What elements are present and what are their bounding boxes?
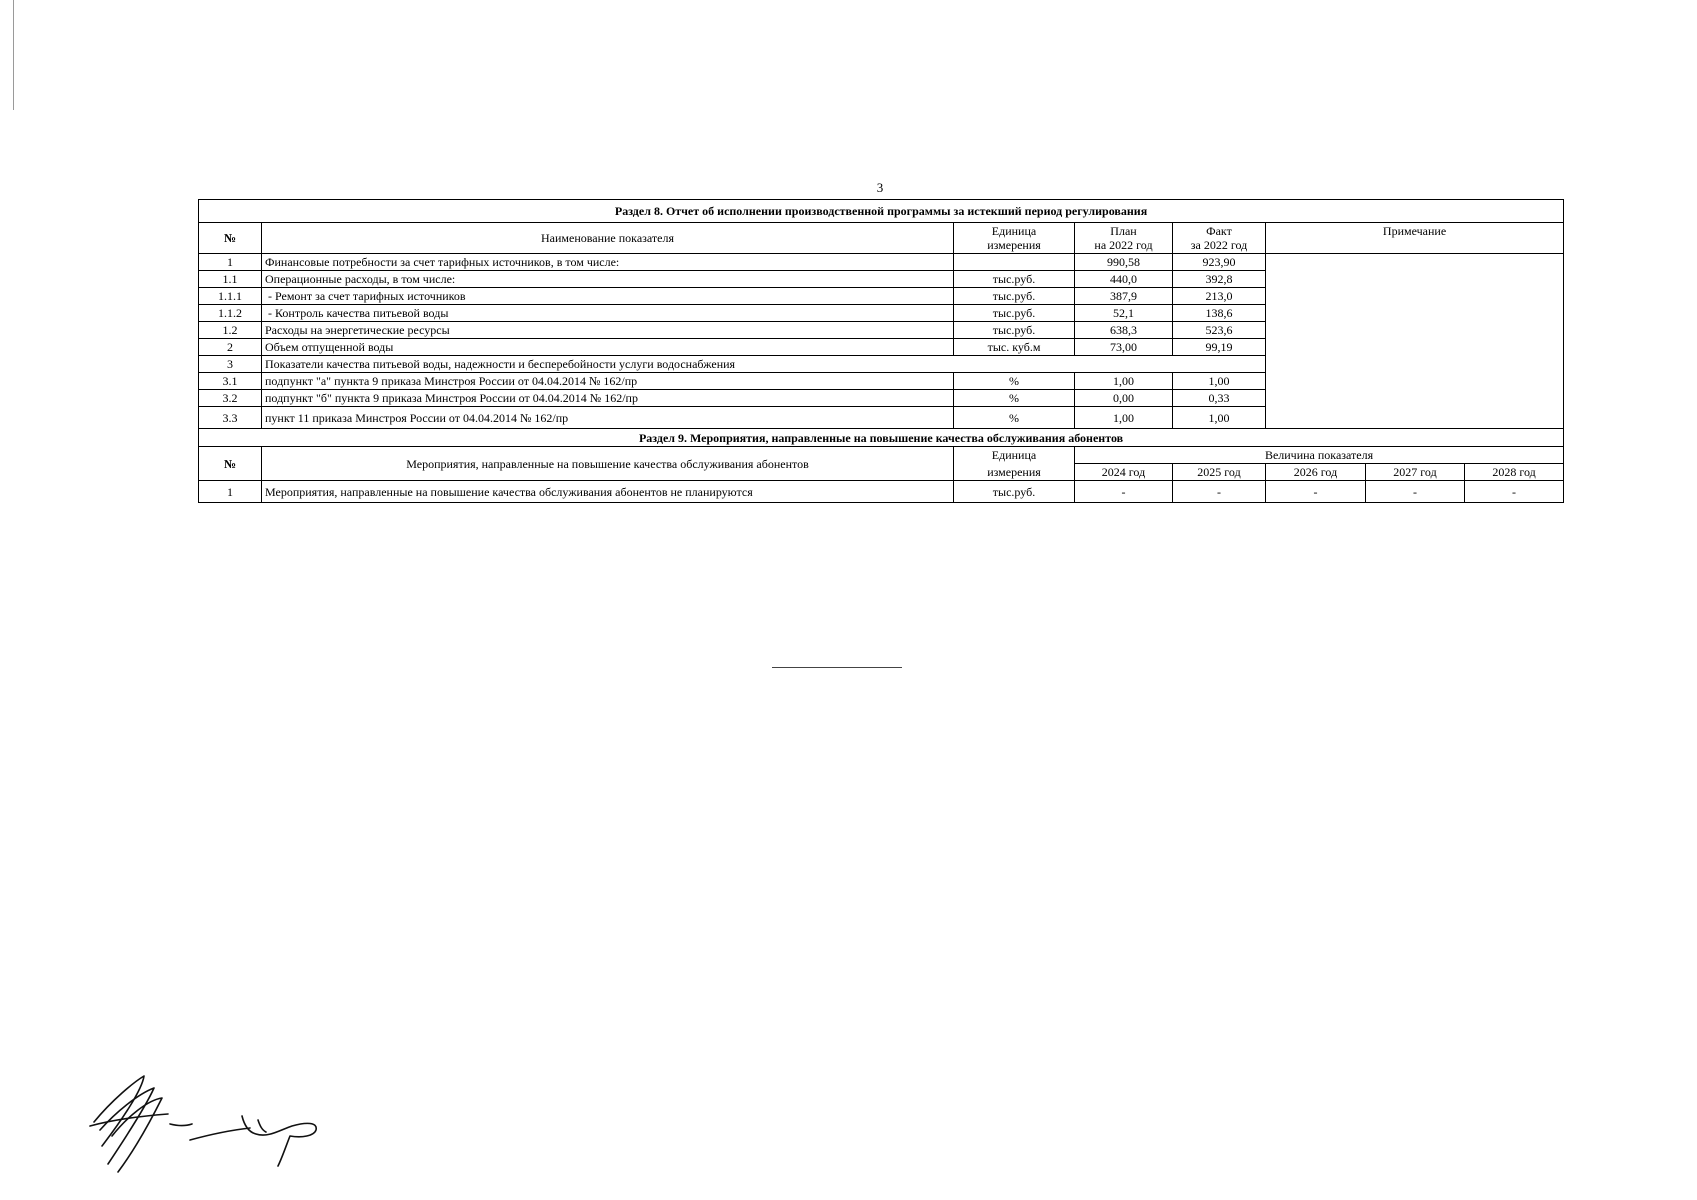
row-name: подпункт "б" пункта 9 приказа Минстроя России от 04.04.2014 № 162/пр — [262, 390, 954, 407]
row-plan: 73,00 — [1075, 339, 1173, 356]
row-no: 1 — [199, 254, 262, 271]
row-name: Мероприятия, направленные на повышение качества обслуживания абонентов не планируются — [262, 481, 954, 503]
table-row — [199, 254, 1564, 271]
row-unit: % — [954, 407, 1075, 429]
row-no: 2 — [199, 339, 262, 356]
row-plan: 387,9 — [1075, 288, 1173, 305]
row-unit: тыс.руб. — [954, 322, 1075, 339]
row-plan: 638,3 — [1075, 322, 1173, 339]
row-value: - — [1465, 481, 1564, 503]
row-fact: 138,6 — [1173, 305, 1266, 322]
page-number: 3 — [876, 180, 884, 195]
row-name: Показатели качества питьевой воды, надежности и бесперебойности услуги водоснабжения — [262, 356, 1266, 373]
col-header-unit-line2: измерения — [954, 464, 1075, 481]
section-9-title: Раздел 9. Мероприятия, направленные на повышение качества обслуживания абонентов — [199, 429, 1564, 447]
row-fact: 392,8 — [1173, 271, 1266, 288]
col-header-plan-line1: План — [1110, 224, 1137, 238]
row-value: - — [1173, 481, 1266, 503]
row-value: - — [1075, 481, 1173, 503]
row-unit: тыс.руб. — [954, 305, 1075, 322]
row-no: 1.1.2 — [199, 305, 262, 322]
row-no: 1.1 — [199, 271, 262, 288]
row-fact: 99,19 — [1173, 339, 1266, 356]
col-header-note: Примечание — [1266, 223, 1564, 254]
row-fact: 523,6 — [1173, 322, 1266, 339]
row-fact: 213,0 — [1173, 288, 1266, 305]
col-header-fact-line1: Факт — [1206, 224, 1232, 238]
col-header-measures: Мероприятия, направленные на повышение качества обслуживания абонентов — [262, 447, 954, 481]
row-name: подпункт "а" пункта 9 приказа Минстроя России от 04.04.2014 № 162/пр — [262, 373, 954, 390]
col-header-unit-line1: Единица — [954, 447, 1075, 464]
row-plan: 440,0 — [1075, 271, 1173, 288]
row-unit: % — [954, 390, 1075, 407]
row-value: - — [1266, 481, 1366, 503]
col-header-year: 2027 год — [1366, 464, 1465, 481]
row-unit: % — [954, 373, 1075, 390]
col-header-value: Величина показателя — [1075, 447, 1564, 464]
row-plan: 1,00 — [1075, 407, 1173, 429]
handwritten-signature-icon — [82, 1060, 342, 1180]
row-no: 3 — [199, 356, 262, 373]
margin-line — [13, 0, 14, 110]
col-header-year: 2026 год — [1266, 464, 1366, 481]
col-header-year: 2028 год — [1465, 464, 1564, 481]
col-header-unit-line1: Единица — [991, 224, 1037, 238]
col-header-year: 2025 год — [1173, 464, 1266, 481]
row-unit: тыс.руб. — [954, 271, 1075, 288]
col-header-unit — [954, 223, 1075, 254]
row-name: Расходы на энергетические ресурсы — [262, 322, 954, 339]
row-plan: 52,1 — [1075, 305, 1173, 322]
col-header-unit-line2: измерения — [987, 238, 1041, 252]
row-fact: 923,90 — [1173, 254, 1266, 271]
row-name: - Контроль качества питьевой воды — [262, 305, 954, 322]
col-header-plan — [1075, 223, 1173, 254]
col-header-plan-line2: на 2022 год — [1094, 238, 1153, 252]
row-plan: 0,00 — [1075, 390, 1173, 407]
closing-rule — [772, 667, 902, 668]
row-no: 1.1.1 — [199, 288, 262, 305]
row-name: Объем отпущенной воды — [262, 339, 954, 356]
row-name: Операционные расходы, в том числе: — [262, 271, 954, 288]
col-header-fact — [1173, 223, 1266, 254]
row-no: 1.2 — [199, 322, 262, 339]
row-unit: тыс.руб. — [954, 481, 1075, 503]
section-9-header-row — [199, 447, 1564, 464]
row-fact: 1,00 — [1173, 373, 1266, 390]
row-value: - — [1366, 481, 1465, 503]
row-unit: тыс.руб. — [954, 288, 1075, 305]
row-no: 3.2 — [199, 390, 262, 407]
row-no: 1 — [199, 481, 262, 503]
row-name: - Ремонт за счет тарифных источников — [262, 288, 954, 305]
col-header-no: № — [199, 447, 262, 481]
row-plan: 1,00 — [1075, 373, 1173, 390]
section-8-title: Раздел 8. Отчет об исполнении производственной программы за истекший период регулирования — [199, 200, 1564, 223]
row-fact: 0,33 — [1173, 390, 1266, 407]
row-no: 3.3 — [199, 407, 262, 429]
row-name: пункт 11 приказа Минстроя России от 04.04.2014 № 162/пр — [262, 407, 954, 429]
row-plan: 990,58 — [1075, 254, 1173, 271]
col-header-fact-line2: за 2022 год — [1190, 238, 1248, 252]
col-header-no: № — [199, 223, 262, 254]
row-unit: тыс. куб.м — [954, 339, 1075, 356]
row-fact: 1,00 — [1173, 407, 1266, 429]
col-header-name: Наименование показателя — [262, 223, 954, 254]
row-name: Финансовые потребности за счет тарифных источников, в том числе: — [262, 254, 954, 271]
table-row — [199, 481, 1564, 503]
col-header-year: 2024 год — [1075, 464, 1173, 481]
section-8-header-row — [199, 223, 1564, 254]
report-table — [198, 199, 1564, 503]
row-no: 3.1 — [199, 373, 262, 390]
note-cell — [1266, 254, 1564, 429]
row-unit — [954, 254, 1075, 271]
